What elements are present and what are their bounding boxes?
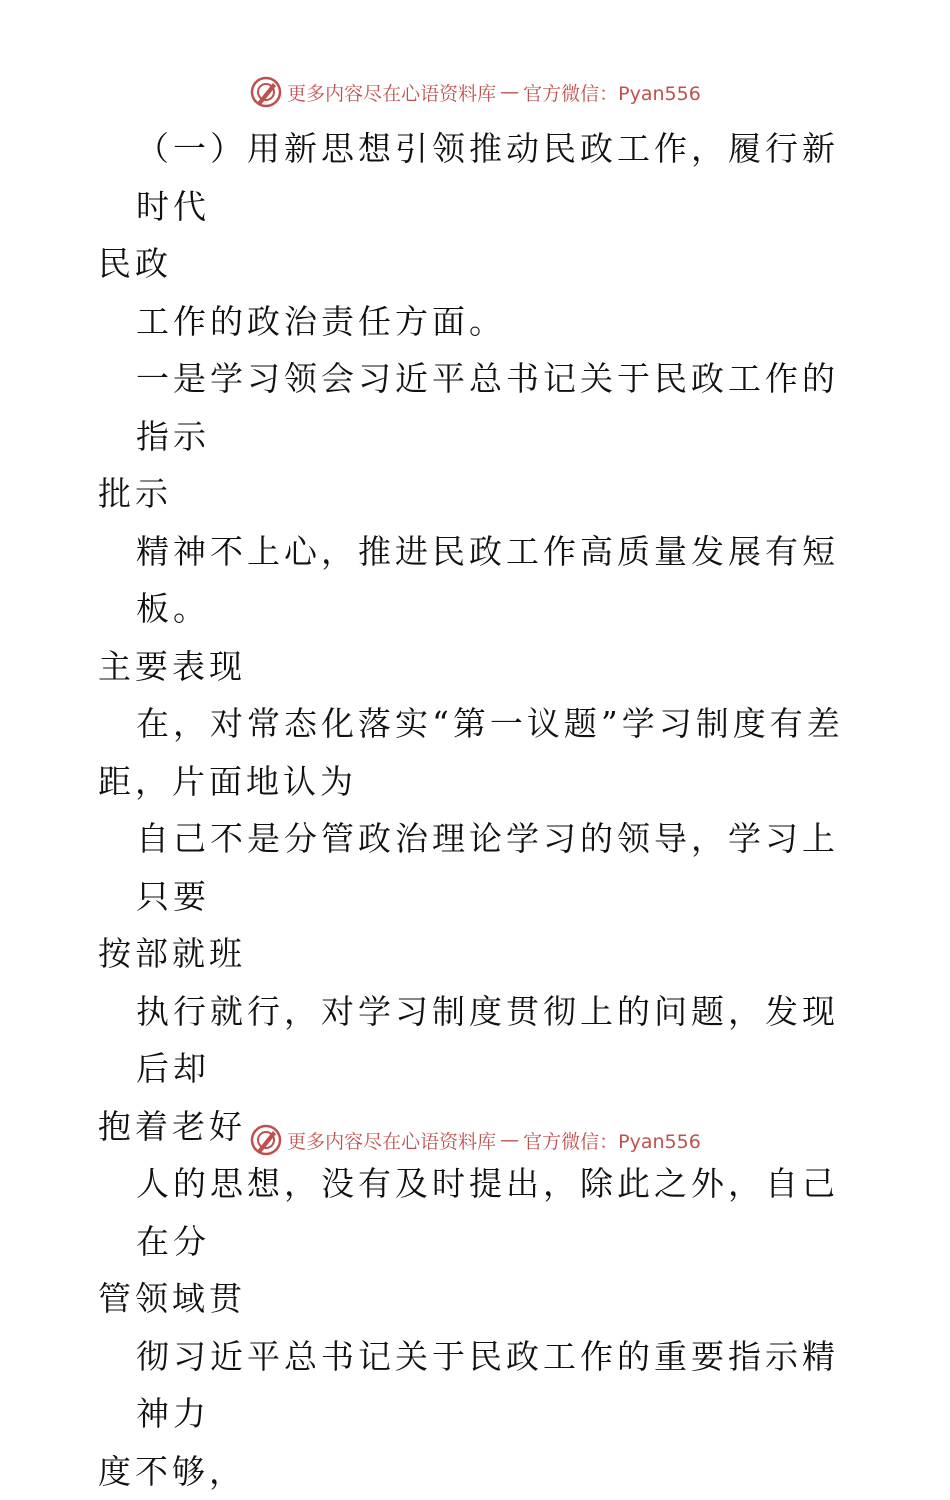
text-line: 精神不上心，推进民政工作高质量发展有短板。 — [98, 523, 858, 638]
pen-logo-icon — [249, 1123, 283, 1157]
watermark-text: 更多内容尽在心语资料库 — [287, 1127, 496, 1154]
text-line: 执行就行，对学习制度贯彻上的问题，发现后却 — [98, 983, 858, 1098]
text-line: 在，对常态化落实“第一议题”学习制度有差 — [98, 695, 858, 753]
text-line: 度不够， — [98, 1443, 858, 1500]
text-line: 民政 — [98, 235, 858, 293]
watermark-wechat: 官方微信：Pyan556 — [523, 79, 701, 106]
watermark-separator: — — [500, 81, 519, 103]
watermark-separator: — — [500, 1129, 519, 1151]
text-line: 彻习近平总书记关于民政工作的重要指示精神力 — [98, 1328, 858, 1443]
pen-logo-icon — [249, 75, 283, 109]
text-line: 管领域贯 — [98, 1270, 858, 1328]
document-body — [98, 120, 858, 1500]
text-line: 一是学习领会习近平总书记关于民政工作的指示 — [98, 350, 858, 465]
text-line: 人的思想，没有及时提出，除此之外，自己在分 — [98, 1155, 858, 1270]
header-watermark — [0, 72, 950, 112]
footer-watermark — [0, 1120, 950, 1160]
text-line: 主要表现 — [98, 638, 858, 696]
text-line: 工作的政治责任方面。 — [98, 293, 858, 351]
text-line: 批示 — [98, 465, 858, 523]
watermark-wechat: 官方微信：Pyan556 — [523, 1127, 701, 1154]
text-line: 自己不是分管政治理论学习的领导，学习上只要 — [98, 810, 858, 925]
text-line: 距，片面地认为 — [98, 753, 858, 811]
text-line: 抱着老好 — [98, 1098, 858, 1156]
watermark-text: 更多内容尽在心语资料库 — [287, 79, 496, 106]
text-line: （一）用新思想引领推动民政工作，履行新时代 — [98, 120, 858, 235]
text-line: 按部就班 — [98, 925, 858, 983]
